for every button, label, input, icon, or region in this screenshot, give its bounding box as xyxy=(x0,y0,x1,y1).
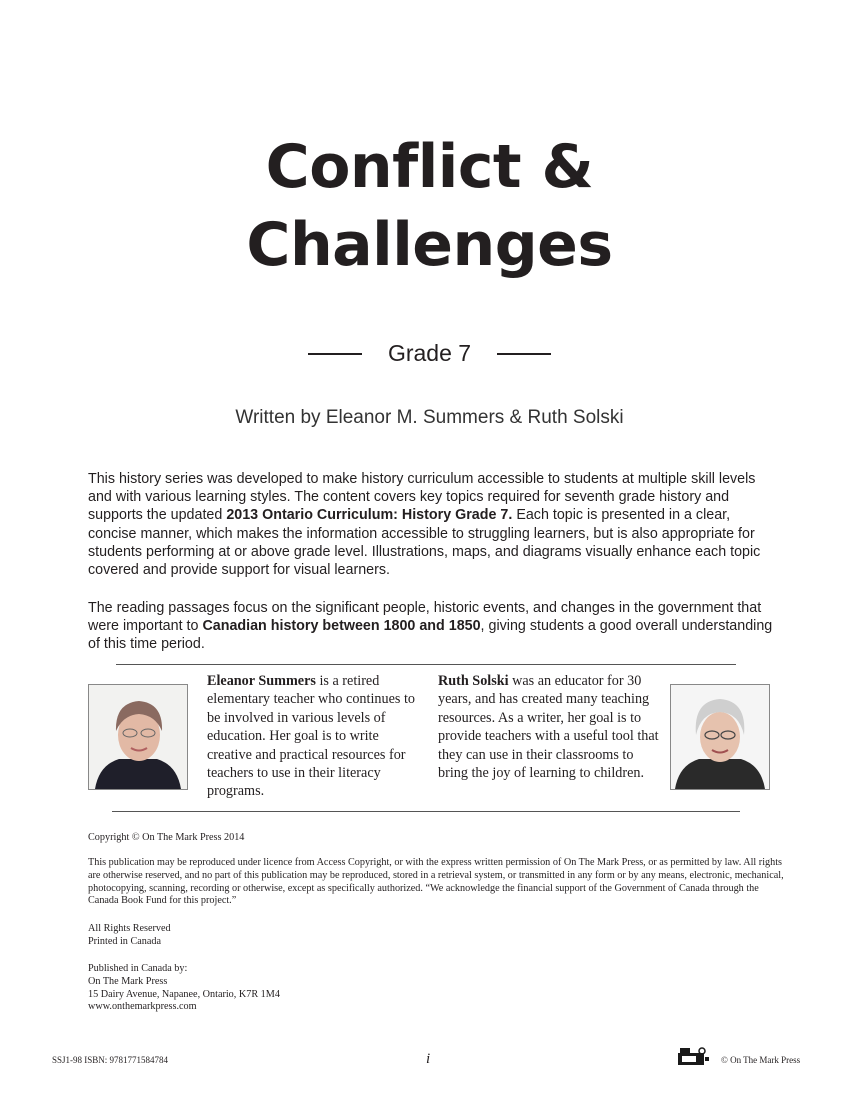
page-number: i xyxy=(426,1051,431,1067)
book-title xyxy=(0,128,859,284)
grade-rule-left xyxy=(308,353,362,355)
rights-block xyxy=(88,923,788,949)
byline: Written by Eleanor M. Summers & Ruth Solski xyxy=(235,407,624,428)
copyright-line: Copyright © On The Mark Press 2014 xyxy=(88,832,245,843)
footer-code: SSJ1-98 ISBN: 9781771584784 xyxy=(52,1055,169,1065)
title-line-2: Challenges xyxy=(246,210,613,280)
publisher-block xyxy=(88,963,788,1014)
intro-paragraph-2: The reading passages focus on the significant people, historic events, and changes in the government that were important to Canadian history between 1800 and 1850, giving students a good overall understanding of this time period. xyxy=(88,600,773,653)
footer-publisher: © On The Mark Press xyxy=(721,1055,801,1065)
author-bio-ruth: Ruth Solski was an educator for 30 years, and has created many teaching resources. As a writer, her goal is to provide teachers with a useful tool that they can use in their classrooms to bring the joy of learning to children. xyxy=(438,673,659,782)
grade-rule-right xyxy=(497,353,551,355)
grade-label: Grade 7 xyxy=(387,340,472,366)
publisher-address: 15 Dairy Avenue, Napanee, Ontario, K7R 1M4 xyxy=(88,988,280,1000)
author-bio-eleanor: Eleanor Summers is a retired elementary teacher who continues to be involved in various levels of education. Her goal is to write creative and practical resources for teachers to use in their literacy programs. xyxy=(207,673,415,800)
grade-heading xyxy=(0,340,859,367)
projector-logo-icon xyxy=(676,1045,710,1072)
divider-bottom xyxy=(112,811,740,812)
copyright-notice: This publication may be reproduced under licence from Access Copyright, or with the express written permission of On The Mark Press, or as permitted by law. All rights are otherwise reserved, and no part of this publication may be reproduced, stored in a retrieval system, or transmitted in any form or by any means, electronic, mechanical, photocopying, scanning, recording or otherwise, except as specifically authorized. “We acknowledge the financial support of the Government of Canada through the Canada Book Fund for this project.” xyxy=(88,857,784,907)
author-photo-eleanor xyxy=(88,684,188,790)
rights-reserved: All Rights Reserved xyxy=(88,923,171,934)
title-line-1: Conflict & xyxy=(265,132,594,202)
author-photo-ruth xyxy=(670,684,770,790)
publisher-website: www.onthemarkpress.com xyxy=(88,1001,197,1013)
published-by-label: Published in Canada by: xyxy=(88,963,188,974)
divider-top xyxy=(116,664,736,665)
printed-in: Printed in Canada xyxy=(88,935,161,947)
intro-paragraph-1: This history series was developed to make history curriculum accessible to students at multiple skill levels and with various learning styles. The content covers key topics required for seventh grade history and supports the updated 2013 Ontario Curriculum: History Grade 7. Each topic is presented in a clear, concise manner, which makes the information accessible to struggling learners, but is also appropriate for students performing at or above grade level. Illustrations, maps, and diagrams visually enhance each topic covered and provide support for visual learners. xyxy=(88,471,761,579)
publisher-name: On The Mark Press xyxy=(88,975,168,987)
